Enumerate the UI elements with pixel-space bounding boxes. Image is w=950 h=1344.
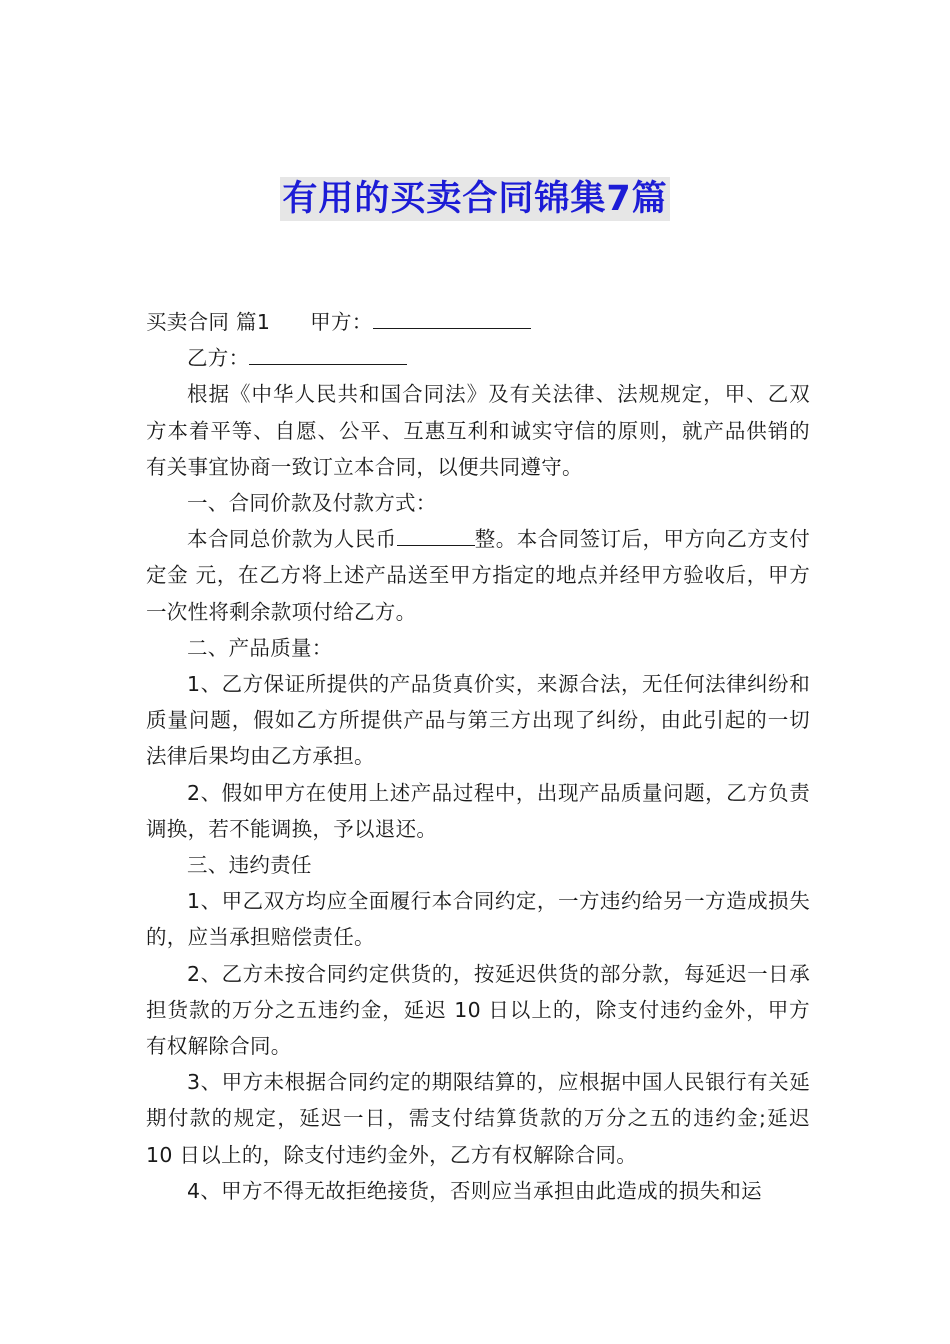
header-line bbox=[146, 304, 810, 340]
section-2-heading: 二、产品质量： bbox=[187, 635, 333, 660]
price-text-before: 本合同总价款为人民币 bbox=[187, 527, 397, 552]
section-3-item-4: 4、甲方不得无故拒绝接货，否则应当承担由此造成的损失和运 bbox=[187, 1178, 762, 1203]
section-3-item-1: 1、甲乙双方均应全面履行本合同约定，一方违约给另一方造成损失的，应当承担赔偿责任。 bbox=[146, 889, 810, 950]
section-label: 买卖合同 篇1 bbox=[146, 310, 271, 334]
price-blank-line bbox=[397, 523, 475, 546]
section-3-item-2: 2、乙方未按合同约定供货的，按延迟供货的部分款，每延迟一日承担货款的万分之五违约金，延迟 10 日以上的，除支付违约金外，甲方有权解除合同。 bbox=[146, 961, 810, 1059]
title-container bbox=[0, 177, 950, 221]
party-a-blank-line bbox=[373, 306, 531, 329]
section-1-text bbox=[146, 521, 810, 630]
price-text-after: 整。本合同签订后，甲方向乙方支付定金 元，在乙方将上述产品送至甲方指定的地点并经甲方验收后，甲方一次性将剩余款项付给乙方。 bbox=[146, 527, 811, 624]
intro-paragraph: 根据《中华人民共和国合同法》及有关法律、法规规定，甲、乙双方本着平等、自愿、公平、互惠互利和诚实守信的原则，就产品供销的有关事宜协商一致订立本合同，以便共同遵守。 bbox=[146, 382, 810, 479]
section-3-item-3: 3、甲方未根据合同约定的期限结算的，应根据中国人民银行有关延期付款的规定，延迟一日，需支付结算货款的万分之五的违约金;延迟 10 日以上的，除支付违约金外，乙方有权解除合同。 bbox=[146, 1070, 810, 1167]
document-body bbox=[146, 304, 810, 1209]
section-2-item-1: 1、乙方保证所提供的产品货真价实，来源合法，无任何法律纠纷和质量问题，假如乙方所提供产品与第三方出现了纠纷，由此引起的一切法律后果均由乙方承担。 bbox=[146, 672, 810, 769]
party-a-label: 甲方： bbox=[310, 310, 373, 334]
party-b-blank-line bbox=[249, 342, 407, 365]
section-2-item-2: 2、假如甲方在使用上述产品过程中，出现产品质量问题，乙方负责调换，若不能调换，予以退还。 bbox=[146, 780, 810, 841]
party-b-label: 乙方： bbox=[187, 346, 250, 371]
section-3-heading: 三、违约责任 bbox=[187, 853, 312, 878]
party-b-line bbox=[146, 340, 810, 376]
section-1-heading: 一、合同价款及付款方式： bbox=[187, 491, 437, 516]
document-title: 有用的买卖合同锦集7篇 bbox=[282, 179, 668, 219]
